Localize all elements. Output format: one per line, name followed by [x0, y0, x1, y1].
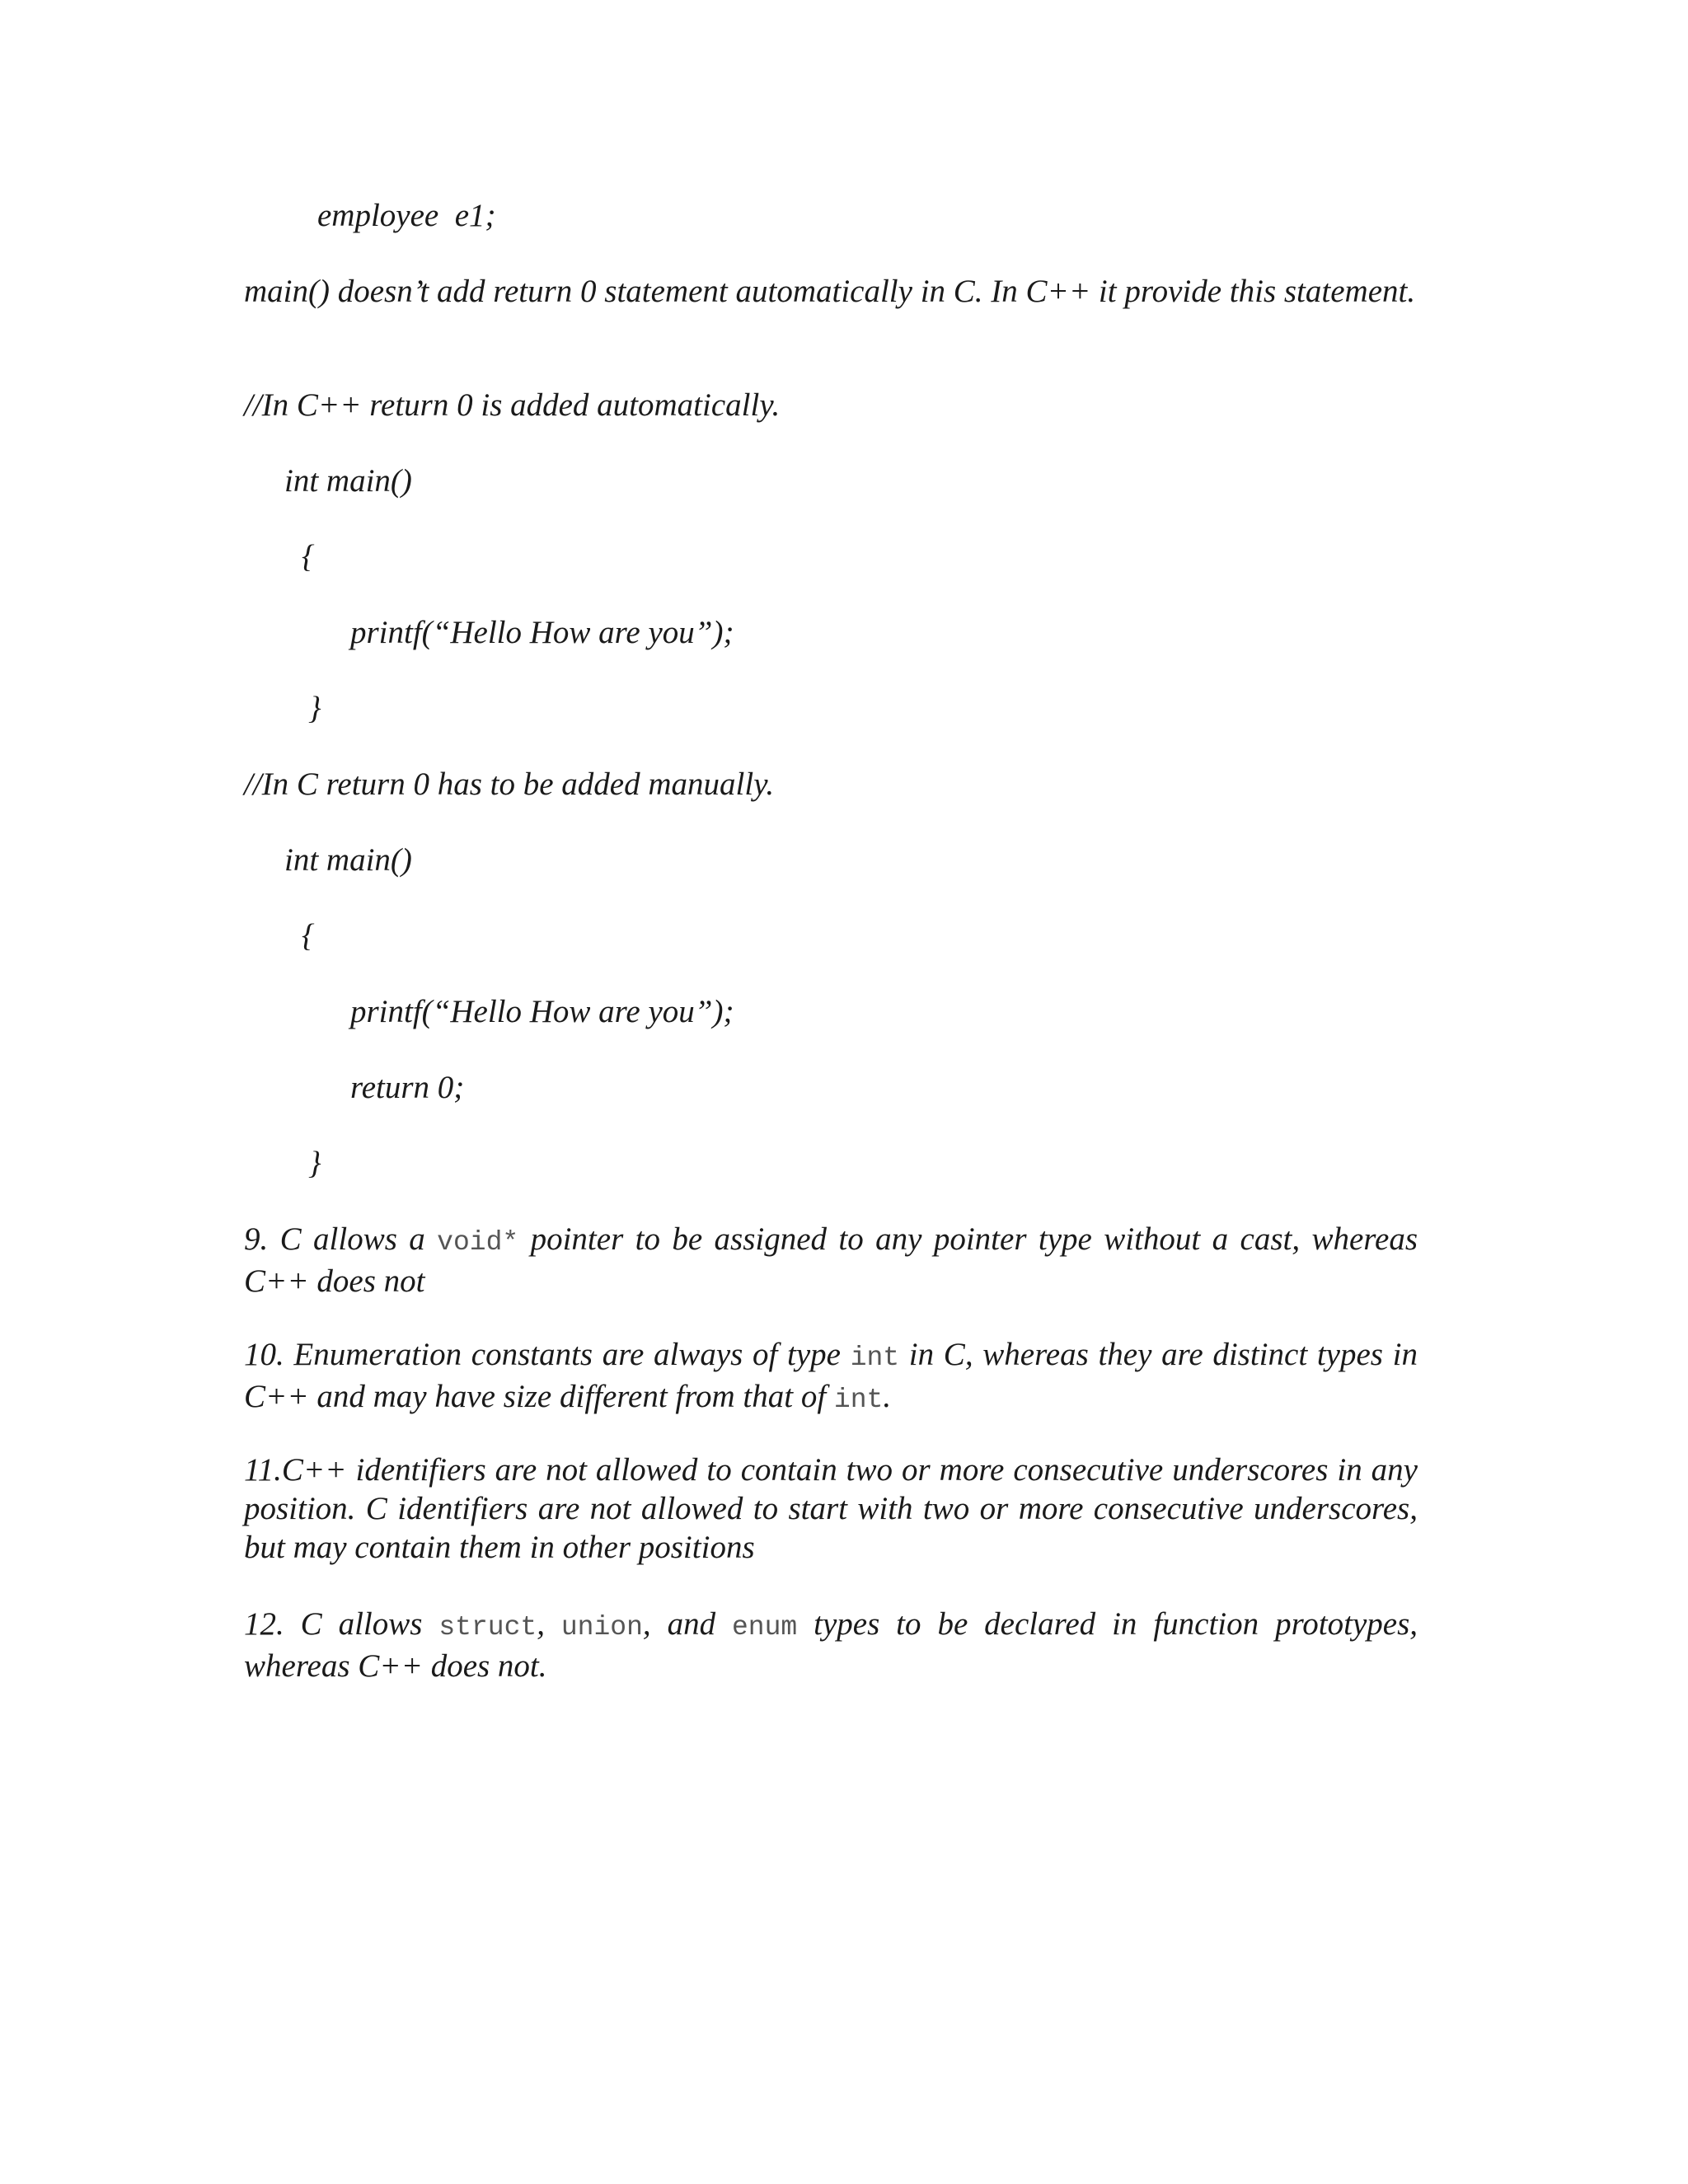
point-10-code-int-2: int [833, 1385, 884, 1415]
point-9-code: void* [437, 1227, 519, 1258]
code-open-brace-c: { [302, 918, 315, 954]
point-9-text-after: pointer to be assigned to any pointer type without a cast, whereas C++ does not [244, 1221, 1418, 1299]
point-12-code-union: union [560, 1612, 643, 1643]
comment-cpp: //In C++ return 0 is added automatically. [244, 387, 781, 423]
point-9-text-before: 9. C allows a [244, 1221, 438, 1257]
code-declaration: employee e1; [317, 198, 496, 233]
comment-c: //In C return 0 has to be added manually. [244, 766, 775, 802]
point-9 [244, 1220, 1418, 1301]
point-12 [244, 1605, 1418, 1685]
code-signature-cpp: int main() [284, 463, 412, 499]
code-printf-cpp: printf(“Hello How are you”); [350, 615, 734, 650]
code-signature-c: int main() [284, 842, 412, 878]
paragraph-main-return: main() doesn’t add return 0 statement automatically in C. In C++ it provide this statement. [244, 274, 1416, 309]
point-12-sep-2: , and [642, 1606, 732, 1642]
code-close-brace-c: } [308, 1146, 321, 1181]
point-12-text-before: 12. C allows [244, 1606, 439, 1642]
code-open-brace-cpp: { [302, 539, 315, 574]
point-12-sep-1: , [537, 1606, 561, 1642]
code-close-brace-cpp: } [308, 691, 321, 726]
point-10-text-before: 10. Enumeration constants are always of type [244, 1337, 851, 1372]
point-10 [244, 1335, 1418, 1419]
code-printf-c: printf(“Hello How are you”); [350, 994, 734, 1029]
point-10-code-int-1: int [850, 1343, 900, 1373]
code-return-c: return 0; [350, 1070, 465, 1105]
point-12-code-enum: enum [732, 1612, 798, 1643]
point-11: 11.C++ identifiers are not allowed to contain two or more consecutive underscores in any position. C identifiers are not allowed to start with two or more consecutive underscores, but may contain them in other positions [244, 1452, 1418, 1565]
point-10-text-after: . [883, 1379, 892, 1414]
point-12-text-after: types to be declared in function prototypes, whereas C++ does not. [244, 1606, 1418, 1684]
point-10-text-middle: in C, whereas they are distinct types in C++ and may have size different from that of [244, 1337, 1418, 1414]
point-12-code-struct: struct [438, 1612, 537, 1643]
